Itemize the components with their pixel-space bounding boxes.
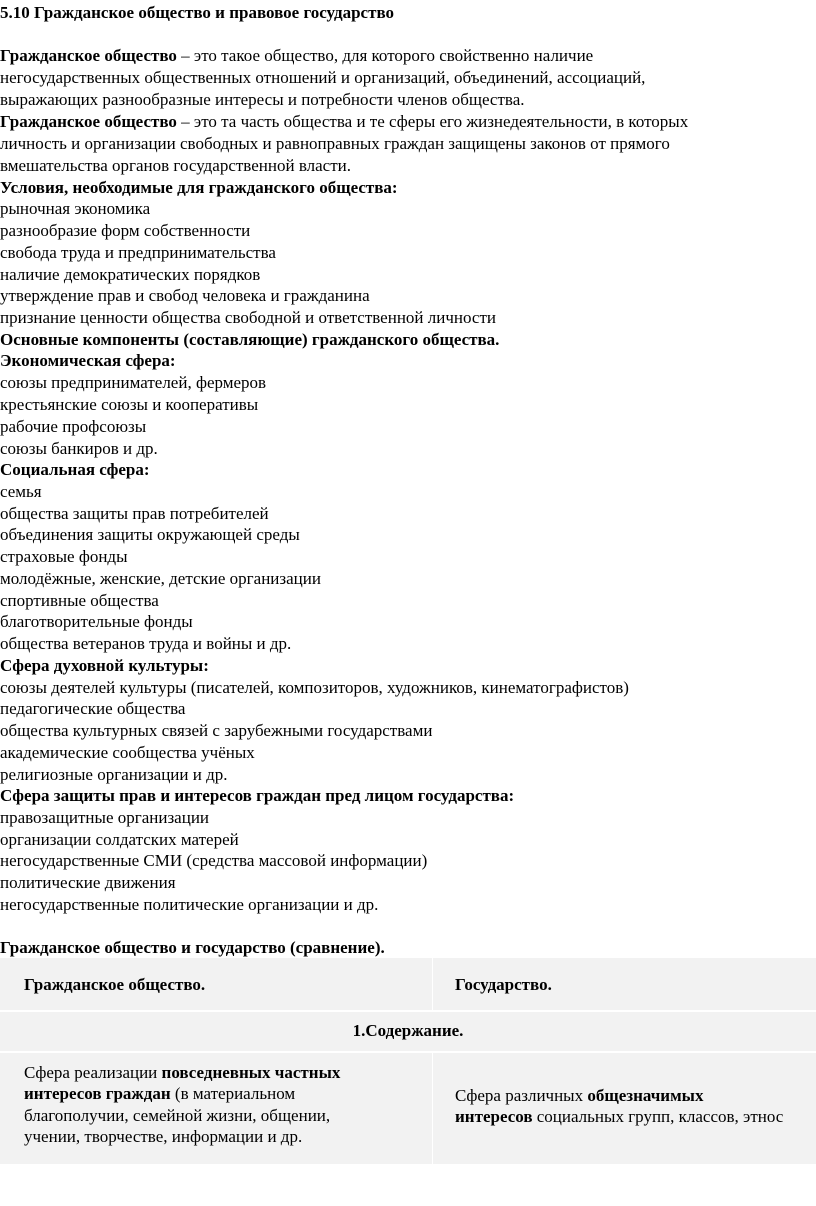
- list-item: семья: [0, 482, 42, 501]
- list-item: негосударственные политические организации и др.: [0, 895, 379, 914]
- list-item: правозащитные организации: [0, 808, 210, 827]
- cell-text-bold: повседневных частных: [161, 1063, 341, 1082]
- list-item: крестьянские союзы и кооперативы: [0, 395, 259, 414]
- list-item: союзы деятелей культуры (писателей, композиторов, художников, кинематографистов): [0, 678, 629, 697]
- table-row: [0, 1053, 816, 1164]
- list-item: наличие демократических порядков: [0, 265, 261, 284]
- state-content-line-1: [455, 1085, 703, 1106]
- section-heading: 5.10 Гражданское общество и правовое государство: [0, 3, 395, 22]
- civil-society-content-line-1: [24, 1062, 340, 1083]
- table-header-row: [0, 958, 816, 1010]
- list-item: утверждение прав и свобод человека и гражданина: [0, 286, 370, 305]
- list-item: признание ценности общества свободной и ответственной личности: [0, 308, 496, 327]
- list-item: страховые фонды: [0, 547, 128, 566]
- list-item: разнообразие форм собственности: [0, 221, 251, 240]
- social-sphere-title: Социальная сфера:: [0, 460, 150, 479]
- table-header-state: Государство.: [455, 975, 552, 994]
- definition-2-term: Гражданское общество: [0, 112, 177, 131]
- cell-text: социальных групп, классов, этнос: [532, 1107, 784, 1126]
- table-section-row: [0, 1012, 816, 1051]
- list-item: благотворительные фонды: [0, 612, 193, 631]
- list-item: педагогические общества: [0, 699, 186, 718]
- definition-1-term: Гражданское общество: [0, 46, 177, 65]
- table-section-title: 1.Содержание.: [352, 1021, 464, 1040]
- definition-2-text: – это та часть общества и те сферы его жизнедеятельности, в которых: [176, 112, 689, 131]
- comparison-title: Гражданское общество и государство (сравнение).: [0, 938, 385, 957]
- list-item: рыночная экономика: [0, 199, 151, 218]
- cell-text: (в материальном: [170, 1084, 296, 1103]
- comparison-table: [0, 958, 816, 1166]
- definition-1-text: – это такое общество, для которого свойственно наличие: [176, 46, 594, 65]
- list-item: общества культурных связей с зарубежными государствами: [0, 721, 433, 740]
- list-item: общества защиты прав потребителей: [0, 504, 269, 523]
- definition-2-line-3: вмешательства органов государственной власти.: [0, 156, 351, 175]
- cell-text-bold: интересов граждан: [24, 1084, 171, 1103]
- civil-society-content-line-4: учении, творчестве, информации и др.: [24, 1127, 303, 1146]
- components-title: Основные компоненты (составляющие) гражданского общества.: [0, 330, 500, 349]
- column-divider: [432, 958, 433, 1010]
- list-item: общества ветеранов труда и войны и др.: [0, 634, 292, 653]
- list-item: академические сообщества учёных: [0, 743, 255, 762]
- spiritual-sphere-title: Сфера духовной культуры:: [0, 656, 209, 675]
- list-item: молодёжные, женские, детские организации: [0, 569, 321, 588]
- definition-1-line-3: выражающих разнообразные интересы и потребности членов общества.: [0, 90, 525, 109]
- economic-sphere-title: Экономическая сфера:: [0, 351, 176, 370]
- civil-society-content-line-3: благополучии, семейной жизни, общении,: [24, 1106, 331, 1125]
- definition-2-line-2: личность и организации свободных и равноправных граждан защищены законов от прямого: [0, 134, 670, 153]
- civil-society-content-line-2: [24, 1083, 295, 1104]
- cell-text-bold: интересов: [455, 1107, 533, 1126]
- list-item: негосударственные СМИ (средства массовой информации): [0, 851, 428, 870]
- protection-sphere-title: Сфера защиты прав и интересов граждан пред лицом государства:: [0, 786, 515, 805]
- table-header-civil-society: Гражданское общество.: [24, 975, 206, 994]
- list-item: объединения защиты окружающей среды: [0, 525, 300, 544]
- cell-text: Сфера различных: [455, 1086, 588, 1105]
- state-content-line-2: [455, 1106, 783, 1127]
- list-item: свобода труда и предпринимательства: [0, 243, 276, 262]
- list-item: союзы предпринимателей, фермеров: [0, 373, 267, 392]
- cell-text-bold: общезначимых: [587, 1086, 704, 1105]
- list-item: союзы банкиров и др.: [0, 439, 158, 458]
- list-item: спортивные общества: [0, 591, 159, 610]
- list-item: рабочие профсоюзы: [0, 417, 147, 436]
- column-divider: [432, 1053, 433, 1164]
- list-item: организации солдатских матерей: [0, 830, 239, 849]
- cell-text: Сфера реализации: [24, 1063, 162, 1082]
- conditions-title: Условия, необходимые для гражданского общества:: [0, 178, 398, 197]
- list-item: религиозные организации и др.: [0, 765, 228, 784]
- definition-1-line-2: негосударственных общественных отношений и организаций, объединений, ассоциаций,: [0, 68, 646, 87]
- list-item: политические движения: [0, 873, 176, 892]
- definition-2-line-1: [0, 111, 688, 132]
- definition-1-line-1: [0, 45, 593, 66]
